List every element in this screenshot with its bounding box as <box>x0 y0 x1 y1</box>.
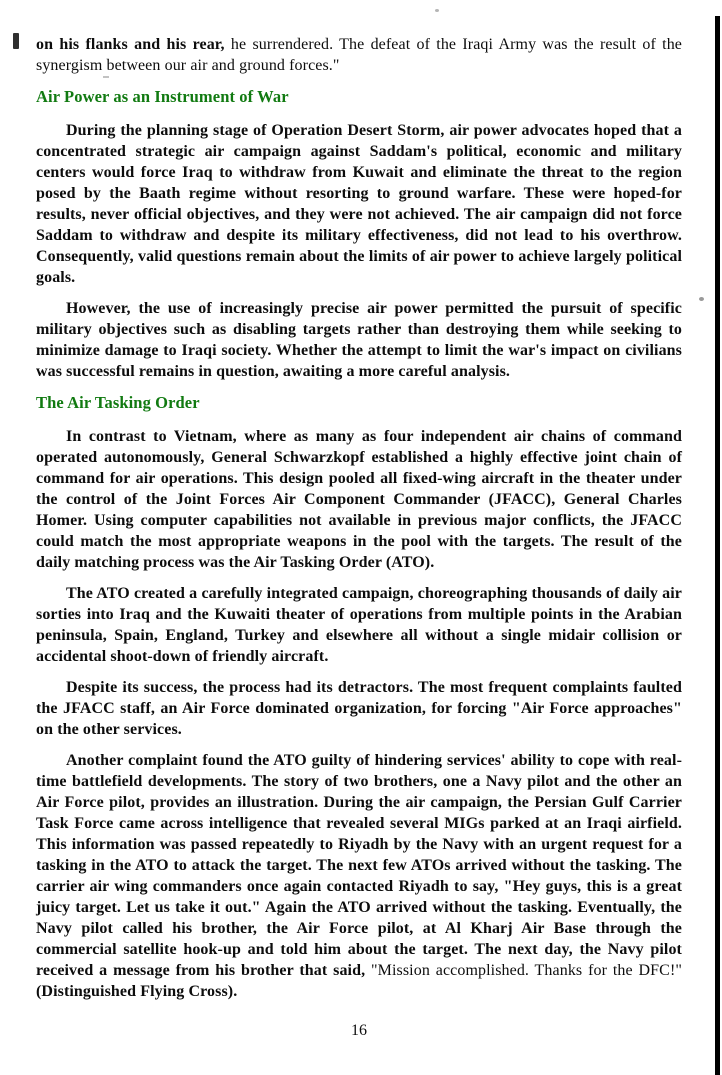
text-run: The ATO created a carefully integrated campaign, choreographing thousands of daily air sorties into Iraq and the Kuwaiti theater of operations from multiple points in the Arabian peninsula, Spain, England, Turkey and elsewhere all without a single midair collision or accidental shoot-down of friendly aircraft. <box>36 585 682 665</box>
paragraph <box>36 120 682 288</box>
paragraph <box>36 583 682 667</box>
paragraph <box>36 750 682 1002</box>
scan-artifact-speck <box>435 9 439 12</box>
text-run: he surrendered. The defeat of the Iraqi Army was the result of the synergism between our air and ground forces." <box>36 36 682 74</box>
scan-artifact-speck <box>699 297 704 301</box>
page-body <box>36 34 682 1012</box>
text-run: (Distinguished Flying Cross). <box>36 983 238 1000</box>
scan-artifact-speck <box>103 76 109 78</box>
text-run: However, the use of increasingly precise air power permitted the pursuit of specific military objectives such as disabling targets rather than destroying them while seeking to minimize damage to Iraqi society. Whether the attempt to limit the war's impact on civilians was successful remains in question, awaiting a more careful analysis. <box>36 300 682 380</box>
scan-artifact-right-edge-line <box>715 16 720 1075</box>
section-heading: Air Power as an Instrument of War <box>36 87 289 106</box>
text-run: on his flanks and his rear, <box>36 36 231 53</box>
scan-artifact-top-left-mark <box>13 33 19 49</box>
text-run: In contrast to Vietnam, where as many as four independent air chains of command operated autonomously, General Schwarzkopf established a highly effective joint chain of command for air operations. This design pooled all fixed-wing aircraft in the theater under the control of the Joint Forces Air Component Commander (JFACC), General Charles Homer. Using computer capabilities not available in previous major conflicts, the JFACC could match the most appropriate weapons in the pool with the targets. The result of the daily matching process was the Air Tasking Order (ATO). <box>36 428 682 571</box>
section-heading: The Air Tasking Order <box>36 393 200 412</box>
paragraph <box>36 677 682 740</box>
text-run: During the planning stage of Operation Desert Storm, air power advocates hoped that a concentrated strategic air campaign against Saddam's political, economic and military centers would force Iraq to withdraw from Kuwait and eliminate the threat to the region posed by the Baath regime without resorting to ground warfare. These were hoped-for results, never official objectives, and they were not achieved. The air campaign did not force Saddam to withdraw and despite its military effectiveness, did not lead to his overthrow. Consequently, valid questions remain about the limits of air power to achieve largely political goals. <box>36 122 682 286</box>
paragraph <box>36 426 682 573</box>
page-number: 16 <box>351 1022 367 1039</box>
paragraph <box>36 298 682 382</box>
paragraph <box>36 34 682 76</box>
text-run: Despite its success, the process had its detractors. The most frequent complaints faulted the JFACC staff, an Air Force dominated organization, for forcing "Air Force approaches" on the other services. <box>36 679 682 738</box>
text-run: Another complaint found the ATO guilty of hindering services' ability to cope with real-time battlefield developments. The story of two brothers, one a Navy pilot and the other an Air Force pilot, provides an illustration. During the air campaign, the Persian Gulf Carrier Task Force came across intelligence that revealed several MIGs parked at an Iraqi airfield. This information was passed repeatedly to Riyadh by the Navy with an urgent request for a tasking in the ATO to attack the target. The next few ATOs arrived without the tasking. The carrier air wing commanders once again contacted Riyadh to say, "Hey guys, this is a great juicy target. Let us take it out." Again the ATO arrived without the tasking. Eventually, the Navy pilot called his brother, the Air Force pilot, at Al Kharj Air Base through the commercial satellite hook-up and told him about the target. The next day, the Navy pilot received a message from his brother that said, <box>36 752 682 979</box>
text-run: "Mission accomplished. Thanks for the DFC!" <box>371 962 683 979</box>
